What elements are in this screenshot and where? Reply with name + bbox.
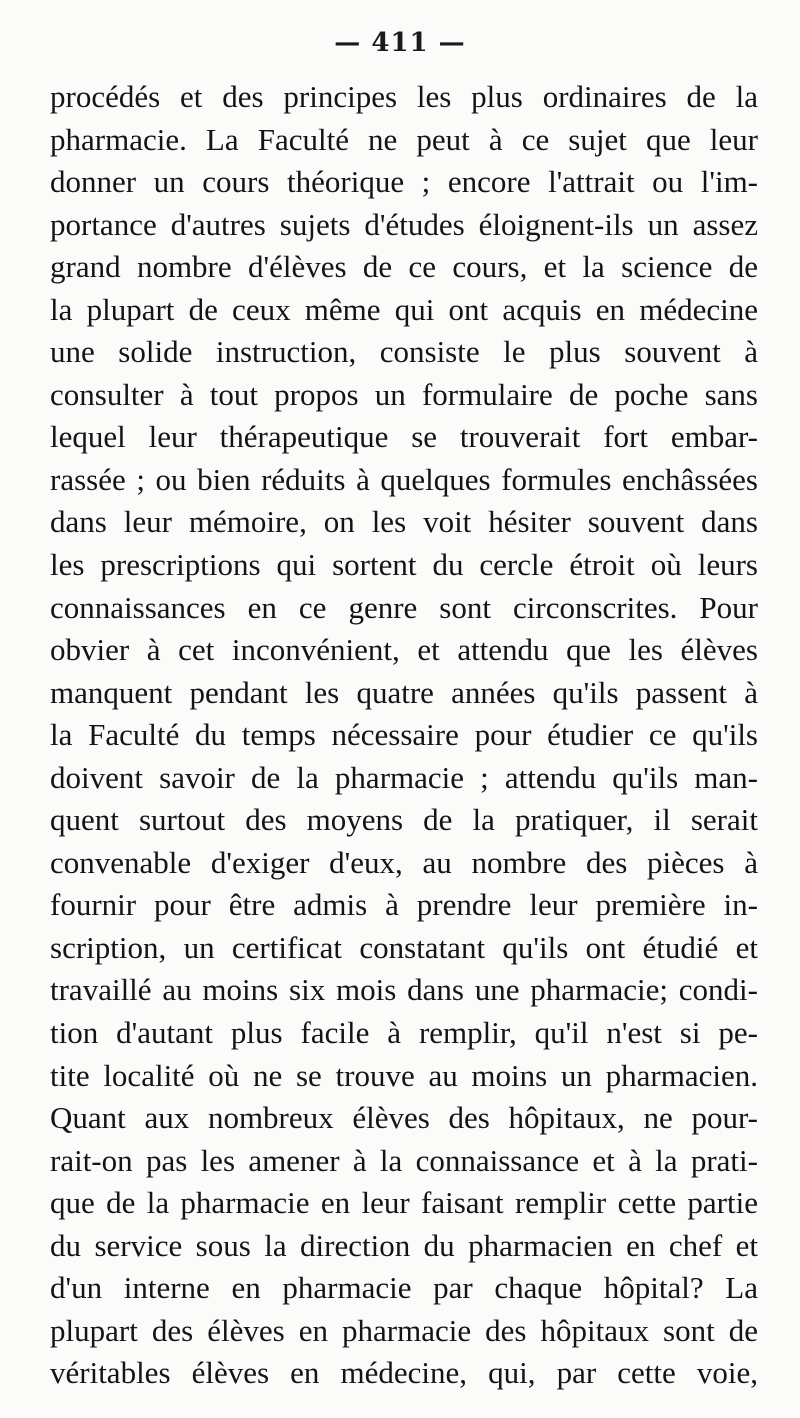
text-line: quent surtout des moyens de la pratiquer, il serait (50, 802, 758, 838)
text-line: tion d'autant plus facile à remplir, qu'il n'est si pe- (50, 1015, 758, 1051)
text-line: obvier à cet inconvénient, et attendu que les élèves (50, 632, 758, 668)
text-line: consulter à tout propos un formulaire de poche sans (50, 376, 758, 412)
text-line: tite localité où ne se trouve au moins un pharmacien. (50, 1057, 758, 1093)
text-line: grand nombre d'élèves de ce cours, et la science de (50, 249, 758, 285)
text-line: doivent savoir de la pharmacie ; attendu qu'ils man- (50, 759, 758, 795)
text-line: pharmacie. La Faculté ne peut à ce sujet que leur (50, 121, 758, 157)
text-line: manquent pendant les quatre années qu'ils passent à (50, 674, 758, 710)
body-text (50, 76, 758, 1395)
text-line: plupart des élèves en pharmacie des hôpitaux sont de (50, 1312, 758, 1348)
text-line: la plupart de ceux même qui ont acquis en médecine (50, 291, 758, 327)
text-line: du service sous la direction du pharmacien en chef et (50, 1227, 758, 1263)
page-number: — 411 — (334, 28, 466, 58)
text-line: procédés et des principes les plus ordinaires de la (50, 79, 758, 114)
text-line: véritables élèves en médecine, qui, par cette voie, (50, 1355, 758, 1391)
text-line: travaillé au moins six mois dans une pharmacie; condi- (50, 972, 758, 1008)
text-line: que de la pharmacie en leur faisant remplir cette partie (50, 1185, 758, 1221)
text-line: la Faculté du temps nécessaire pour étudier ce qu'ils (50, 717, 758, 753)
text-line: fournir pour être admis à prendre leur première in- (50, 887, 758, 923)
text-line: une solide instruction, consiste le plus souvent à (50, 334, 758, 370)
text-line: Quant aux nombreux élèves des hôpitaux, ne pour- (50, 1100, 758, 1136)
text-line: les prescriptions qui sortent du cercle étroit où leurs (50, 547, 758, 583)
text-line: dans leur mémoire, on les voit hésiter souvent dans (50, 504, 758, 540)
text-line: connaissances en ce genre sont circonscrites. Pour (50, 589, 758, 625)
text-line: scription, un certificat constatant qu'ils ont étudié et (50, 929, 758, 965)
text-line: rassée ; ou bien réduits à quelques formules enchâssées (50, 461, 758, 497)
text-line: portance d'autres sujets d'études éloignent-ils un assez (50, 206, 758, 242)
text-line: convenable d'exiger d'eux, au nombre des pièces à (50, 844, 758, 880)
text-line: lequel leur thérapeutique se trouverait fort embar- (50, 419, 758, 455)
text-line: rait-on pas les amener à la connaissance et à la prati- (50, 1142, 758, 1178)
text-line: d'un interne en pharmacie par chaque hôpital? La (50, 1270, 758, 1306)
text-line: donner un cours théorique ; encore l'attrait ou l'im- (50, 164, 758, 200)
